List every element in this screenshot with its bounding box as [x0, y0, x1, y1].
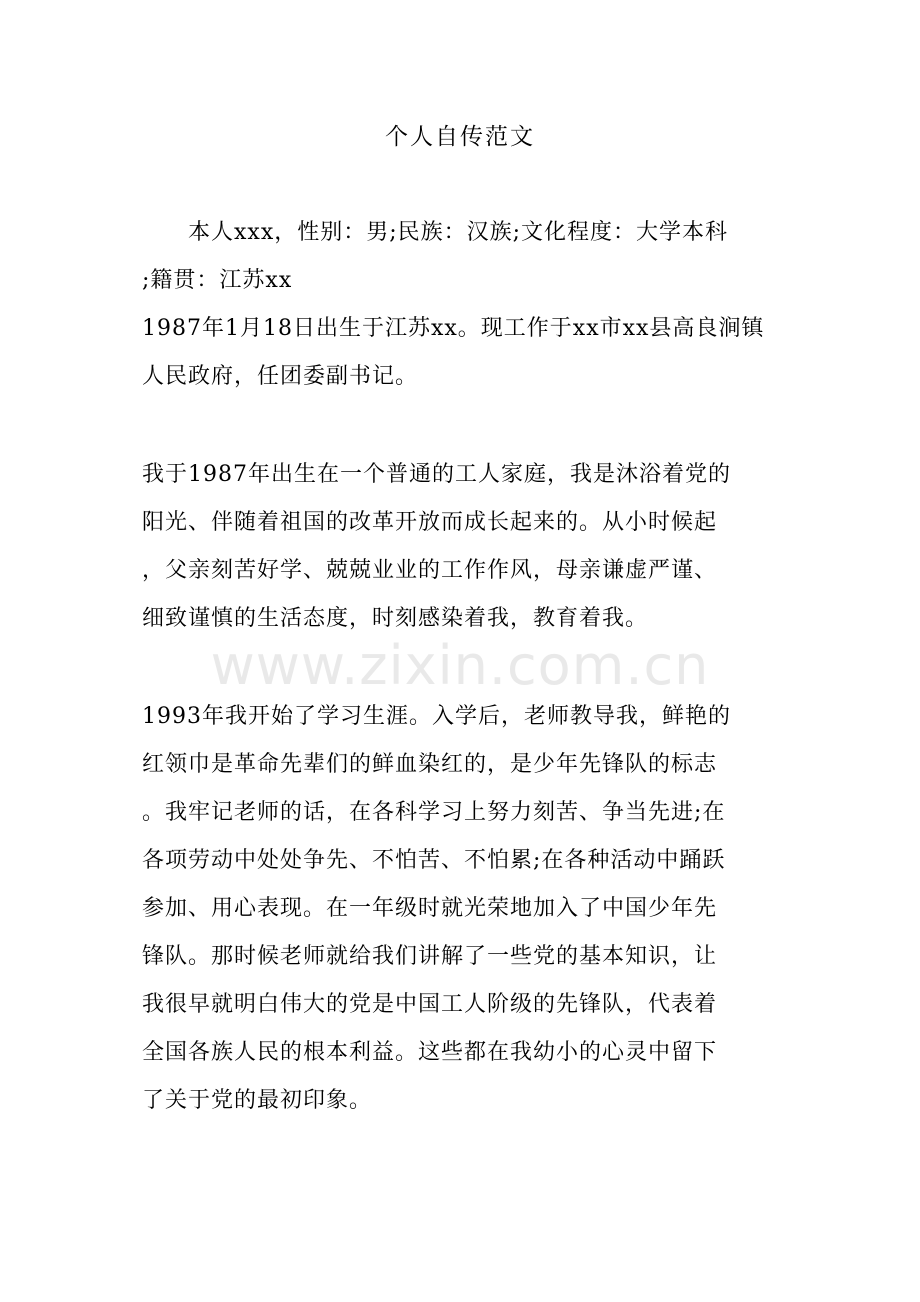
paragraph-2-line: 了关于党的最初印象。 — [142, 1088, 373, 1113]
paragraph-1-line: 我于1987年出生在一个普通的工人家庭，我是沐浴着党的 — [142, 462, 731, 487]
paragraph-2-line: 各项劳动中处处争先、不怕苦、不怕累;在各种活动中踊跃 — [142, 848, 726, 873]
paragraph-2-line: 我很早就明白伟大的党是中国工人阶级的先锋队，代表着 — [142, 992, 718, 1017]
paragraph-2-line: 红领巾是革命先辈们的鲜血染红的，是少年先锋队的标志 — [142, 752, 718, 777]
document-title: 个人自传范文 — [385, 124, 535, 150]
paragraph-1-line: 细致谨慎的生活态度，时刻感染着我，教育着我。 — [142, 606, 649, 631]
paragraph-2-line: 。我牢记老师的话，在各科学习上努力刻苦、争当先进;在 — [142, 800, 726, 825]
paragraph-2-line: 1993年我开始了学习生涯。入学后，老师教导我，鲜艳的 — [142, 704, 731, 729]
watermark: www.zixin.com.cn — [210, 634, 710, 697]
paragraph-2-line: 锋队。那时候老师就给我们讲解了一些党的基本知识，让 — [142, 944, 718, 969]
header-line-2: ;籍贯：江苏xx — [142, 268, 293, 293]
header-line-3: 1987年1月18日出生于江苏xx。现工作于xx市xx县高良涧镇 — [142, 316, 765, 341]
paragraph-2-line: 参加、用心表现。在一年级时就光荣地加入了中国少年先 — [142, 896, 718, 921]
header-line-1: 本人xxx，性别：男;民族：汉族;文化程度：大学本科 — [188, 220, 729, 245]
paragraph-1-line: 阳光、伴随着祖国的改革开放而成长起来的。从小时候起 — [142, 510, 718, 535]
header-line-4: 人民政府，任团委副书记。 — [142, 364, 419, 389]
paragraph-2-line: 全国各族人民的根本利益。这些都在我幼小的心灵中留下 — [142, 1040, 718, 1065]
paragraph-1-line: ，父亲刻苦好学、兢兢业业的工作作风，母亲谦虚严谨、 — [142, 558, 718, 583]
